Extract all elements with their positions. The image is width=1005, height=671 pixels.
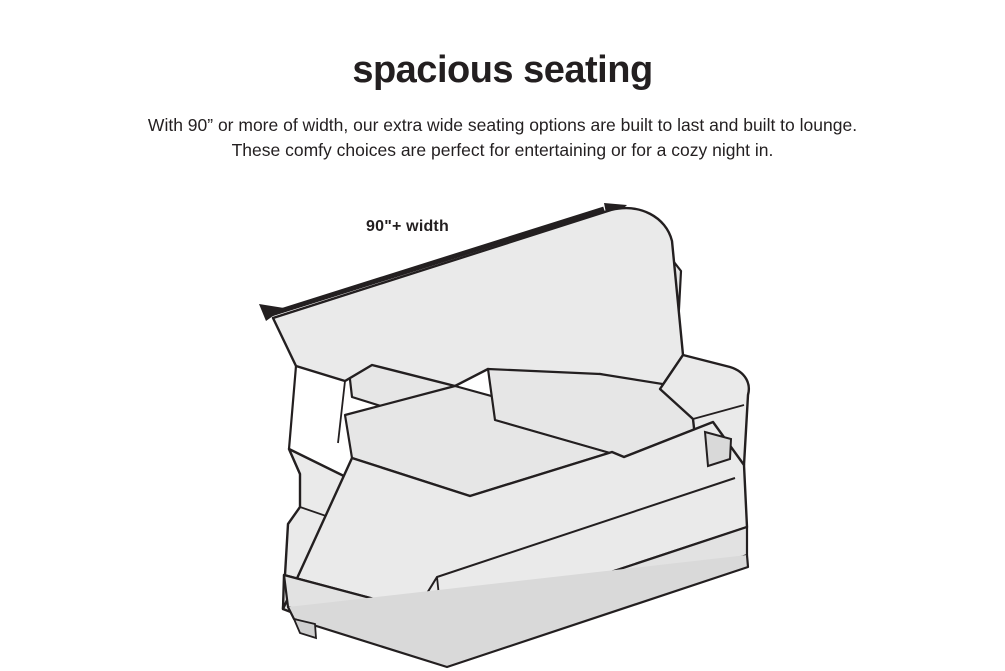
description-text (93, 113, 913, 164)
dimension-label: 90"+ width (366, 218, 449, 235)
sofa-illustration (0, 175, 1005, 671)
description-line-1: With 90” or more of width, our extra wide seating options are built to last and built to lounge. (147, 115, 858, 135)
description-line-2: These comfy choices are perfect for entertaining or for a cozy night in. (231, 140, 774, 161)
page-title: spacious seating (352, 49, 653, 91)
sofa-foot-right (705, 432, 731, 466)
